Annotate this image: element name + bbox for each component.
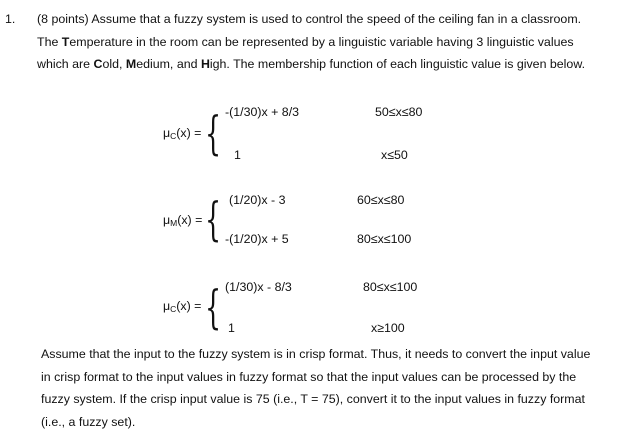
question-outro: Assume that the input to the fuzzy system is in crisp format. Thus, it needs to convert the input value in crisp format to the input values in fuzzy format so that the input values can be processed by the fuzzy system. If the crisp input value is 75 (i.e., T = 75), convert it to the input values in fuzzy format (i.e., a fuzzy set). bbox=[41, 347, 591, 429]
mf-condition: 60≤x≤80 bbox=[357, 193, 405, 207]
mf-expression: 1 bbox=[234, 148, 241, 162]
left-brace: { bbox=[205, 192, 222, 246]
medium-initial: M bbox=[125, 57, 137, 71]
temperature-initial: T bbox=[61, 34, 70, 49]
mf-label: μM(x) = bbox=[163, 213, 203, 228]
mf-expression: -(1/30)x + 8/3 bbox=[225, 105, 300, 119]
question-number: 1. bbox=[5, 12, 16, 26]
mf-expression: 1 bbox=[228, 321, 235, 335]
left-brace: { bbox=[205, 106, 222, 160]
mf-condition: 80≤x≤100 bbox=[363, 280, 418, 294]
high-initial: H bbox=[200, 57, 210, 71]
mf-condition: x≤50 bbox=[381, 148, 408, 162]
mf-expression: (1/30)x - 8/3 bbox=[225, 280, 292, 294]
question-intro: (8 points) Assume that a fuzzy system is used to control the speed of the ceiling fan in a classroom. The Temperature in the room can be represented by a linguistic variable having 3 linguistic values which are Cold, Medium, and High. The membership function of each linguistic value is given below. bbox=[37, 12, 586, 71]
mf-condition: x≥100 bbox=[371, 321, 405, 335]
cold-initial: C bbox=[93, 57, 103, 71]
mf-label: μC(x) = bbox=[163, 299, 202, 314]
mf-expression: -(1/20)x + 5 bbox=[225, 232, 289, 246]
mf-label: μC(x) = bbox=[163, 126, 202, 141]
left-brace: { bbox=[205, 280, 222, 334]
mf-condition: 50≤x≤80 bbox=[375, 105, 423, 119]
mf-expression: (1/20)x - 3 bbox=[229, 193, 286, 207]
mf-condition: 80≤x≤100 bbox=[357, 232, 412, 246]
